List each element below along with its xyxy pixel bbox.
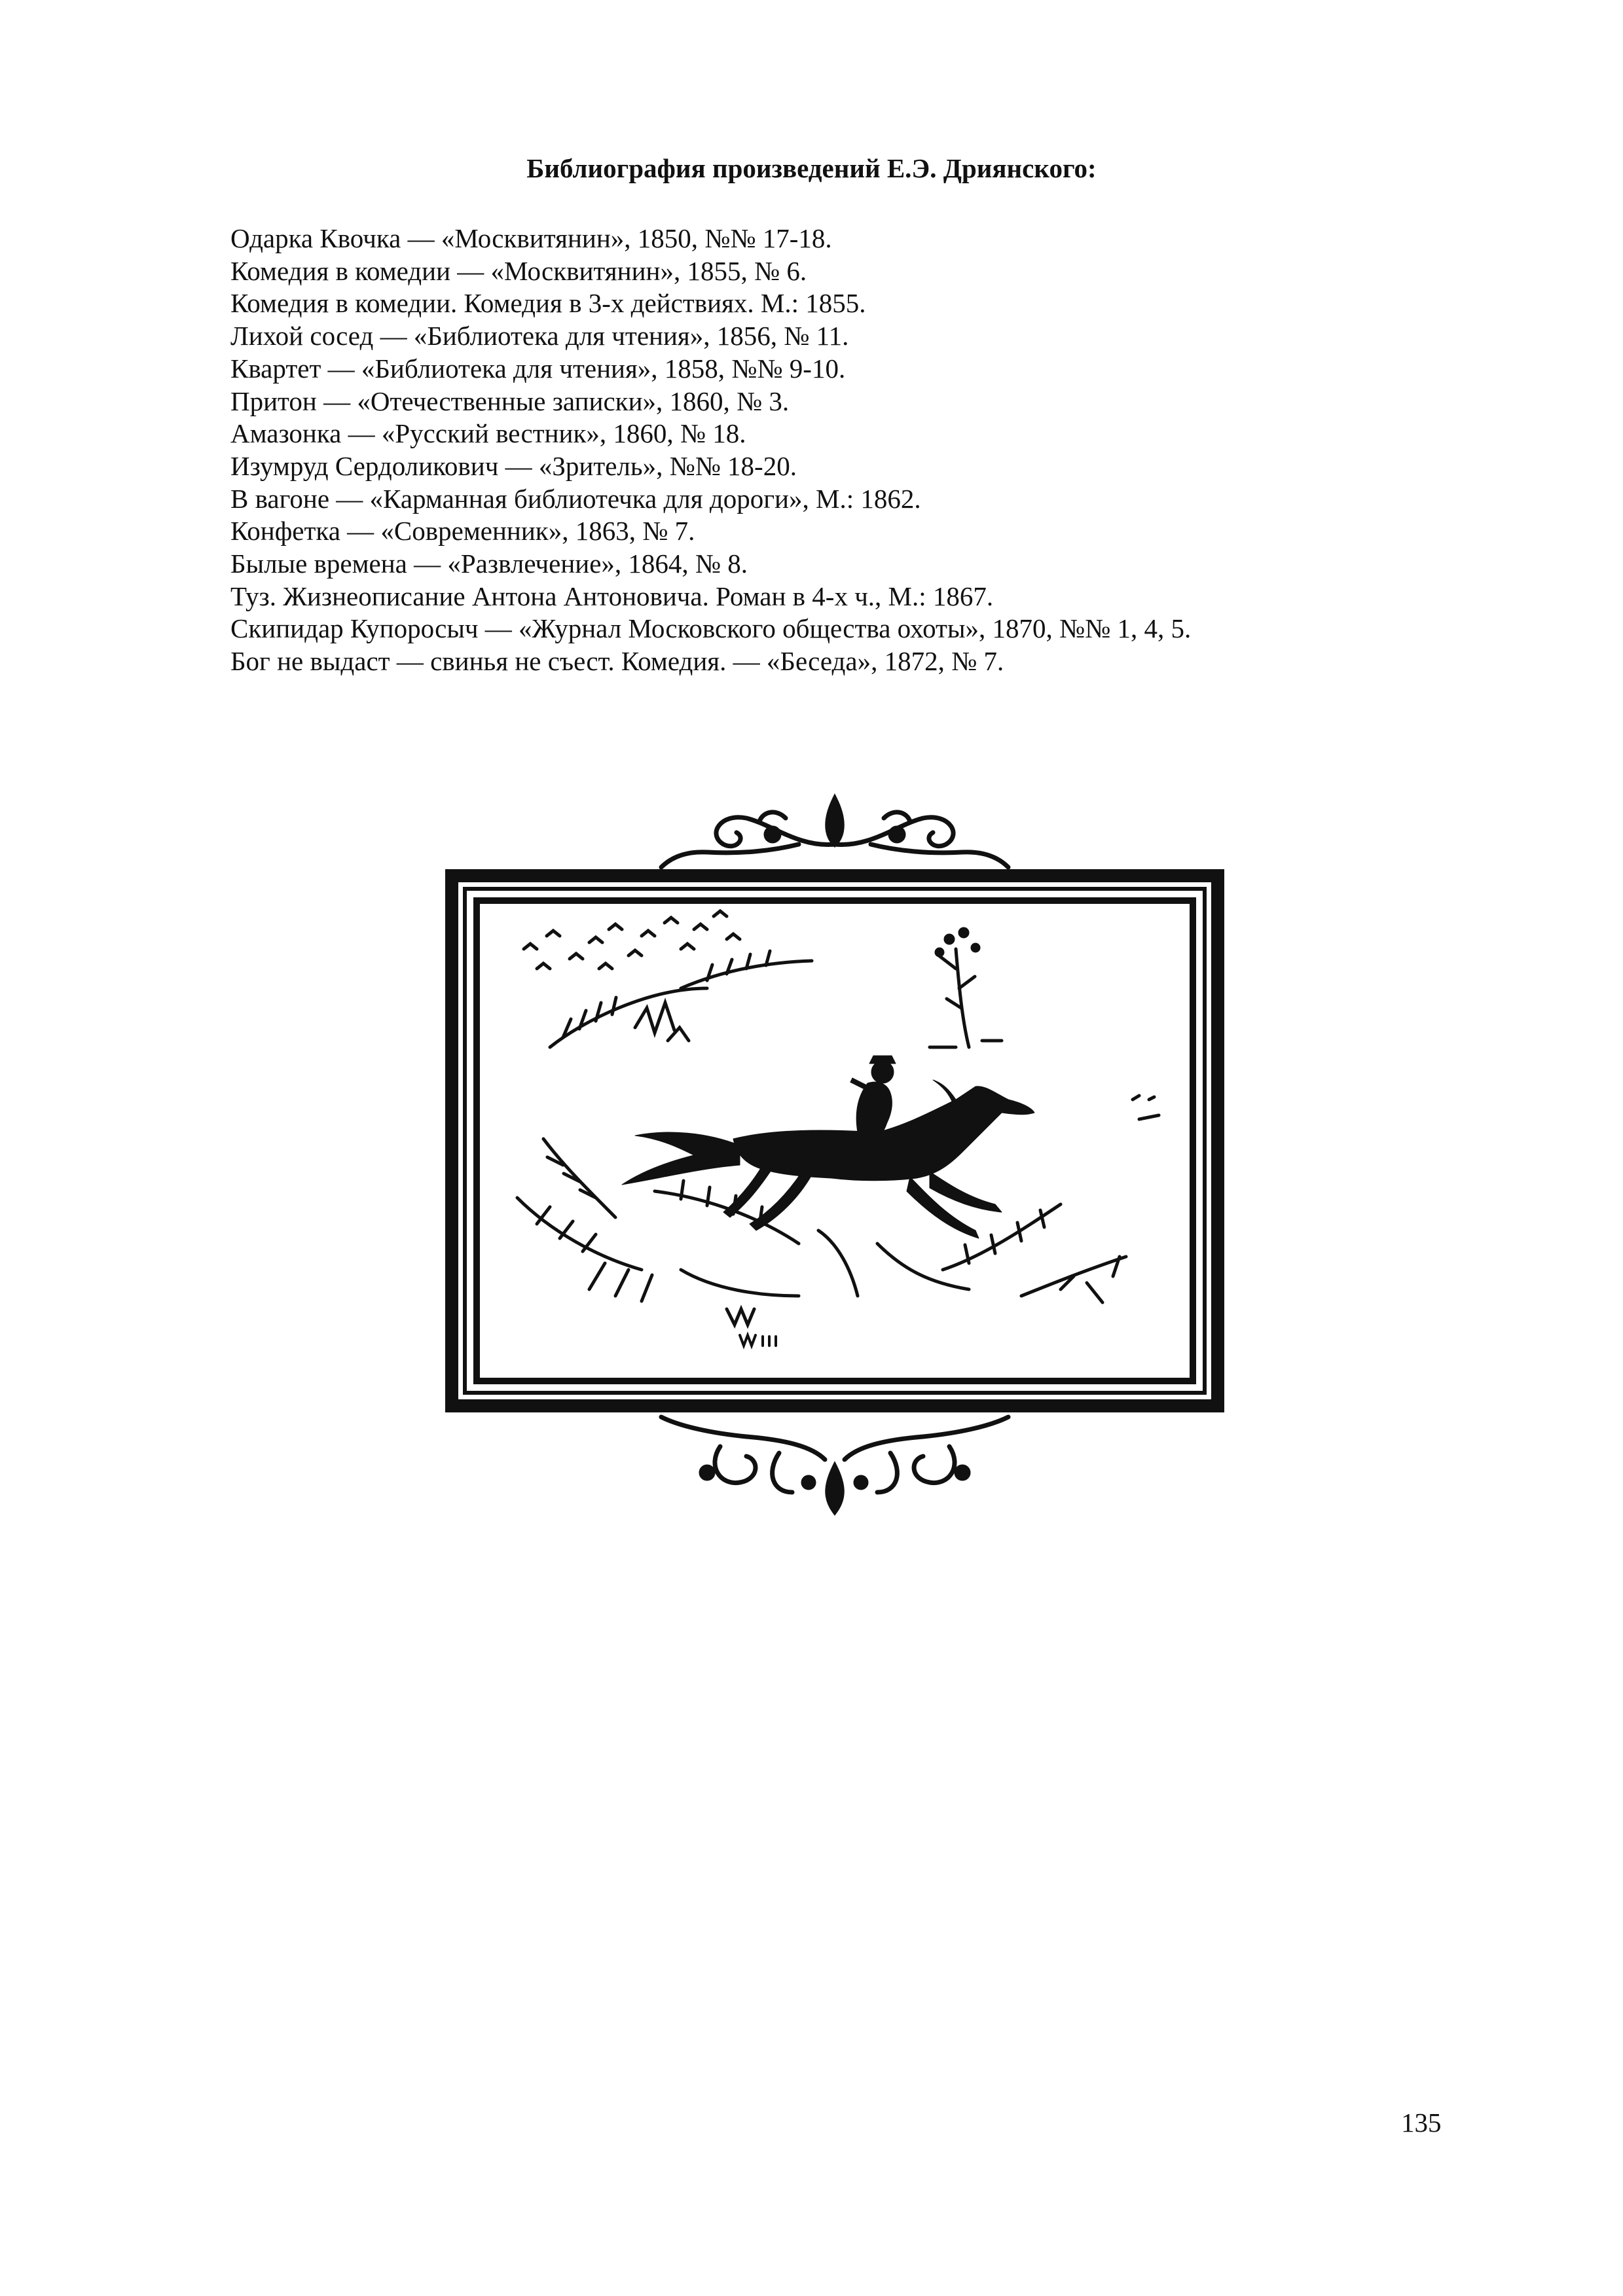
bibliography-entry: Одарка Квочка — «Москвитянин», 1850, №№ 17-18. — [230, 223, 832, 253]
bibliography-entry: Амазонка — «Русский вестник», 1860, № 18. — [230, 418, 746, 449]
bibliography-entry: Комедия в комедии. Комедия в 3-х действиях. М.: 1855. — [230, 288, 866, 319]
bibliography-entry: Лихой сосед — «Библиотека для чтения», 1856, № 11. — [230, 321, 849, 351]
bibliography-entry: В вагоне — «Карманная библиотечка для дороги», М.: 1862. — [230, 483, 921, 514]
bibliography-entry: Конфетка — «Современник», 1863, № 7. — [230, 516, 695, 547]
bibliography-entry: Притон — «Отечественные записки», 1860, № 3. — [230, 386, 790, 416]
bottom-ornament-icon — [661, 1417, 1008, 1512]
top-ornament-icon — [661, 798, 1008, 867]
bibliography-list — [230, 223, 1191, 678]
bibliography-entry: Бог не выдаст — свинья не съест. Комедия. — «Беседа», 1872, № 7. — [230, 646, 1004, 677]
bibliography-entry: Изумруд Сердоликович — «Зритель», №№ 18-20. — [230, 450, 797, 481]
bibliography-entry: Былые времена — «Развлечение», 1864, № 8. — [230, 548, 748, 579]
ornamental-frame-illustration — [432, 772, 1237, 1532]
bibliography-entry: Комедия в комедии — «Москвитянин», 1855, № 6. — [230, 255, 807, 286]
bibliography-entry: Квартет — «Библиотека для чтения», 1858, №№ 9-10. — [230, 353, 846, 384]
bibliography-entry: Скипидар Купоросыч — «Журнал Московского общества охоты», 1870, №№ 1, 4, 5. — [230, 613, 1192, 644]
page-number: 135 — [1401, 2108, 1442, 2138]
bibliography-entry: Туз. Жизнеописание Антона Антоновича. Роман в 4-х ч., М.: 1867. — [230, 581, 994, 611]
bibliography-title: Библиография произведений Е.Э. Дриянского: — [526, 153, 1097, 183]
